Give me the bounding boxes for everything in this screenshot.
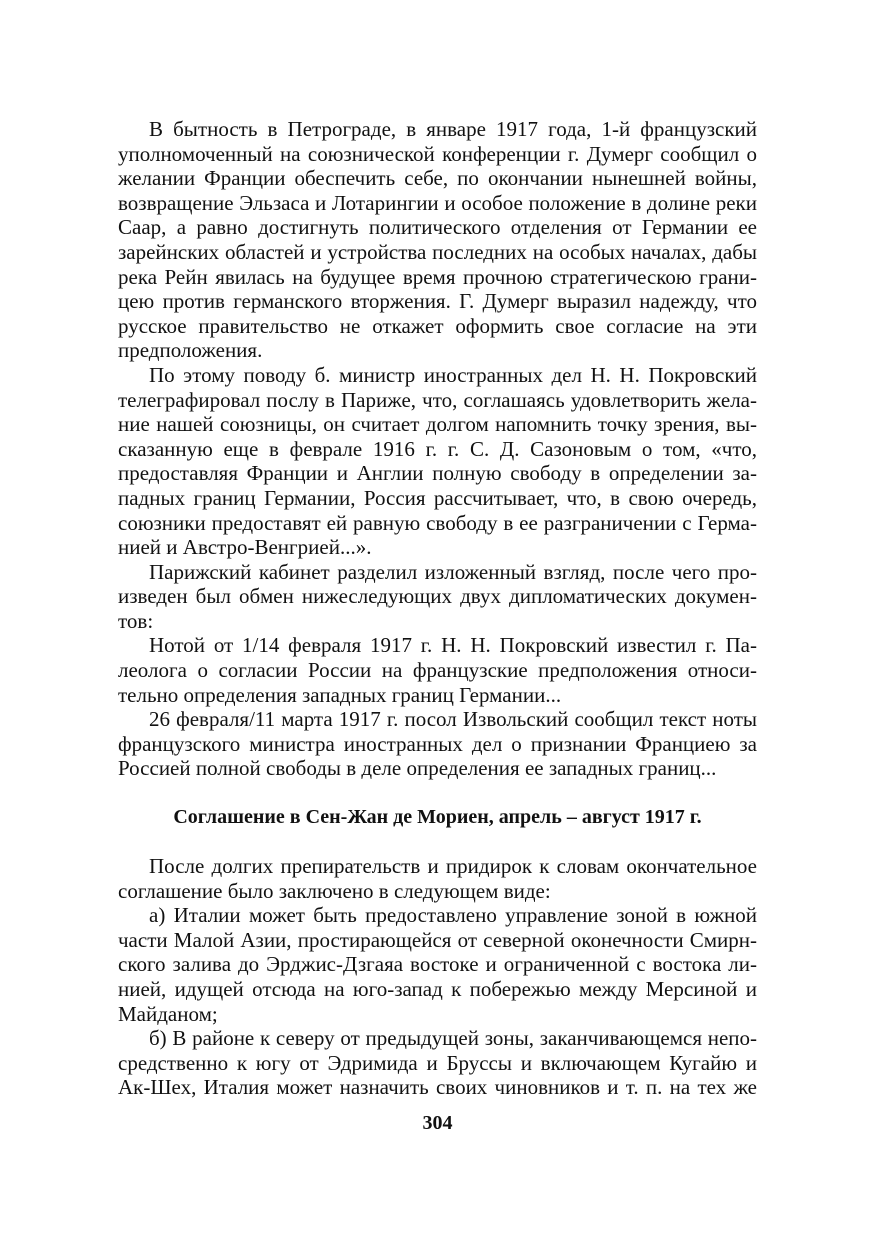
text-line: предоставляя Франции и Англии полную свободу в определении за- (118, 461, 757, 486)
section-heading: Соглашение в Сен-Жан де Мориен, апрель – август 1917 г. (173, 806, 702, 829)
text-line: ского залива до Эрджис-Дзгаяа востоке и ограниченной с востока ли- (118, 952, 757, 977)
paragraph (118, 707, 757, 781)
text-line: леолога о согласии России на французские предположения относи- (118, 658, 757, 683)
text-line: нией, идущей отсюда на юго-запад к побережью между Мерсиной и (118, 977, 757, 1001)
paragraph (118, 363, 757, 560)
text-line: соглашение было заключено в следующем виде: (118, 878, 551, 903)
text-line: падных границ Германии, Россия рассчитывает, что, в свою очередь, (118, 485, 757, 510)
paragraph (118, 560, 757, 634)
text-line: нией и Австро-Венгрией...». (118, 535, 372, 560)
text-line: Саар, а равно достигнуть политического отделения от Германии ее (118, 215, 757, 240)
text-line: предположения. (118, 338, 263, 363)
text-line: Майданом; (118, 1001, 218, 1026)
text-line: телеграфировал послу в Париже, что, соглашаясь удовлетворить жела- (118, 387, 757, 412)
text-line: уполномоченный на союзнической конференции г. Думерг сообщил о (118, 141, 757, 166)
text-line: а) Италии может быть предоставлено управление зоной в южной (149, 903, 757, 928)
text-line: цею против германского вторжения. Г. Думерг выразил надежду, что (118, 289, 757, 314)
text-line: желании Франции обеспечить себе, по окончании нынешней войны, (118, 166, 757, 191)
text-line: Россией полной свободы в деле определения ее западных границ... (118, 756, 717, 781)
text-line: сказанную еще в феврале 1916 г. г. С. Д. Сазоновым о том, «что, (118, 436, 757, 461)
text-line: зарейнских областей и устройства последних на особых началах, дабы (118, 239, 757, 264)
text-line: река Рейн явилась на будущее время прочною стратегическою грани- (118, 264, 757, 289)
text-line: средственно к югу от Эдримида и Бруссы и включающем Кугайю и (118, 1050, 757, 1075)
text-line: французского министра иностранных дел о признании Франциею за (118, 731, 757, 756)
text-line: тельно определения западных границ Германии... (118, 682, 562, 707)
paragraph (118, 854, 757, 903)
text-line: В бытность в Петрограде, в январе 1917 года, 1-й французский (149, 117, 757, 141)
paragraph (118, 1026, 757, 1100)
paragraph (118, 117, 757, 363)
paragraph (118, 903, 757, 1026)
page-body (118, 117, 757, 1100)
text-line: Нотой от 1/14 февраля 1917 г. Н. Н. Покровский известил г. Па- (149, 633, 757, 658)
page-number: 304 (422, 1112, 453, 1134)
text-line: б) В районе к северу от предыдущей зоны, заканчивающемся непо- (149, 1026, 757, 1051)
text-line: После долгих препирательств и придирок к словам окончательное (149, 854, 757, 879)
text-line: возвращение Эльзаса и Лотарингии и особое положение в долине реки (118, 190, 757, 215)
text-line: тов: (118, 608, 154, 633)
paragraph (118, 633, 757, 707)
text-line: союзники предоставят ей равную свободу в ее разграничении с Герма- (118, 510, 757, 535)
section-gap (118, 832, 757, 854)
text-section-before (118, 117, 757, 781)
text-line: 26 февраля/11 марта 1917 г. посол Извольский сообщил текст ноты (149, 707, 757, 732)
text-line: изведен был обмен нижеследующих двух дипломатических докумен- (118, 584, 757, 609)
text-section-after (118, 854, 757, 1100)
text-line: ние нашей союзницы, он считает долгом напомнить точку зрения, вы- (118, 412, 757, 437)
text-line: части Малой Азии, простирающейся от северной оконечности Смирн- (118, 927, 757, 952)
text-line: Парижский кабинет разделил изложенный взгляд, после чего про- (149, 559, 757, 584)
text-line: По этому поводу б. министр иностранных дел Н. Н. Покровский (149, 362, 757, 387)
text-line: Ак-Шех, Италия может назначить своих чиновников и т. п. на тех же (118, 1075, 757, 1100)
text-line: русское правительство не откажет оформить свое согласие на эти (118, 313, 757, 338)
